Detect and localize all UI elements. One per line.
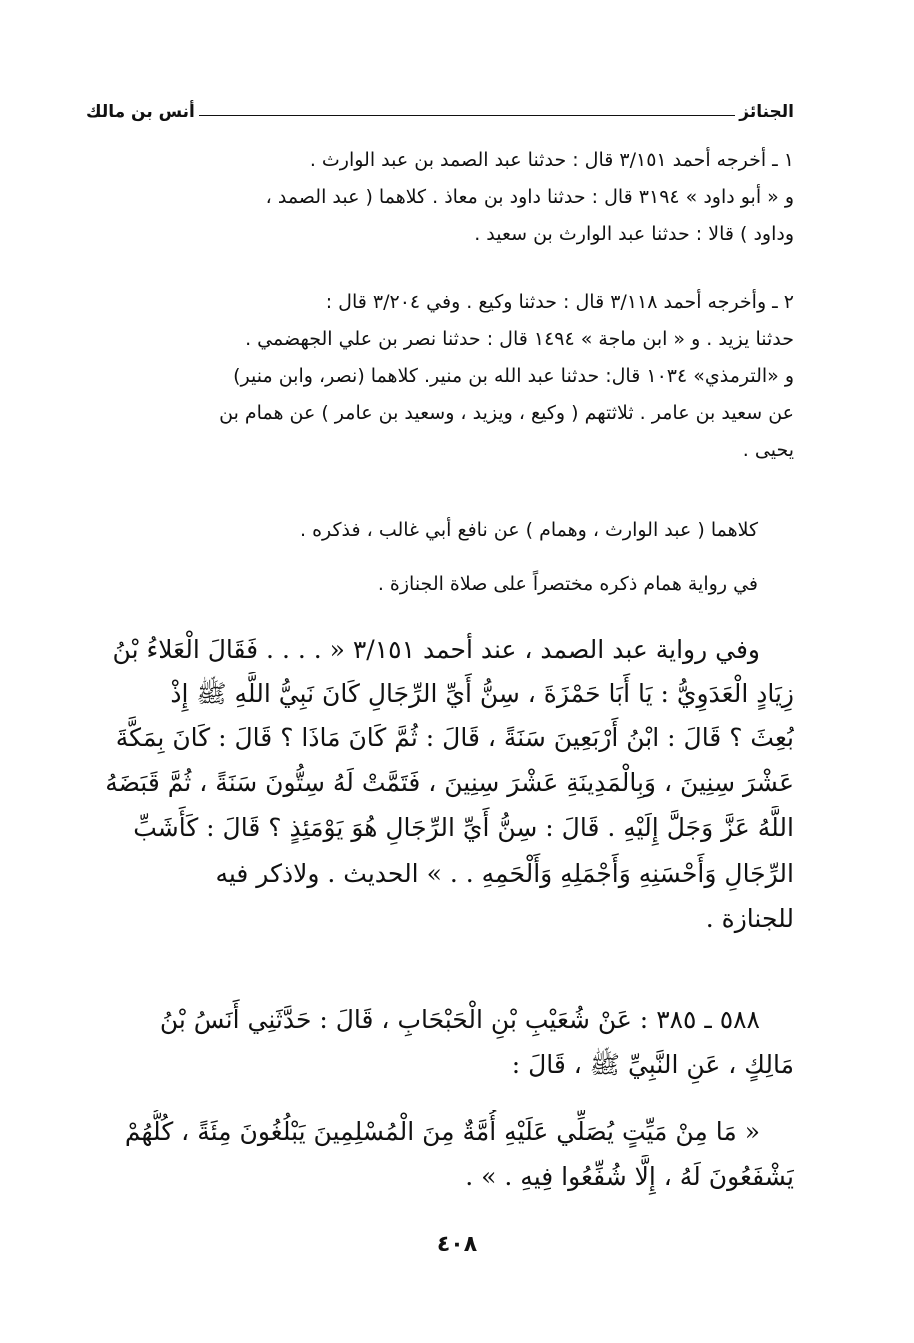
narration-line: بُعِثَ ؟ قَالَ : ابْنُ أَرْبَعِينَ سَنَةً ، قَالَ : ثُمَّ كَانَ مَاذَا ؟ قَالَ : كَانَ بِمَكَّةَ: [115, 723, 794, 752]
note-line: كلاهما ( عبد الوارث ، وهمام ) عن نافع أبي غالب ، فذكره .: [299, 519, 758, 541]
note-both: [98, 512, 794, 549]
hadith-isnad-line: مَالِكٍ ، عَنِ النَّبِيِّ ﷺ ، قَالَ :: [511, 1050, 794, 1079]
note-line: في رواية همام ذكره مختصراً على صلاة الجنازة .: [377, 573, 758, 595]
footnote-2: [98, 284, 794, 469]
running-header: [86, 92, 794, 122]
narration-line: اللَّهُ عَزَّ وَجَلَّ إِلَيْهِ . قَالَ : سِنُّ أَيِّ الرِّجَالِ هُوَ يَوْمَئِذٍ ؟ قَالَ : كَأَشَبِّ: [133, 813, 794, 842]
note-hammam: [98, 566, 794, 603]
narration-line: وفي رواية عبد الصمد ، عند أحمد ٣/١٥١ « . . . . فَقَالَ الْعَلاءُ بْنُ: [112, 635, 760, 664]
header-rule: [199, 115, 735, 116]
footnote-line: حدثنا يزيد . و « ابن ماجة » ١٤٩٤ قال : حدثنا نصر بن علي الجهضمي .: [245, 328, 794, 350]
narration-line: زِيَادٍ الْعَدَوِيُّ : يَا أَبَا حَمْزَةَ ، سِنُّ أَيِّ الرِّجَالِ كَانَ نَبِيُّ اللَّهِ ﷺ إِذْ: [170, 679, 794, 708]
hadith-matn-line: « مَا مِنْ مَيِّتٍ يُصَلِّي عَلَيْهِ أُمَّةٌ مِنَ الْمُسْلِمِينَ يَبْلُغُونَ مِئَةً ، كُلُّهُمْ: [124, 1117, 760, 1146]
hadith-matn-line: يَشْفَعُونَ لَهُ ، إِلَّا شُفِّعُوا فِيهِ . » .: [465, 1162, 794, 1191]
footnote-line: و « أبو داود » ٣١٩٤ قال : حدثنا داود بن معاذ . كلاهما ( عبد الصمد ،: [265, 186, 794, 208]
footnote-line: ١ ـ أخرجه أحمد ٣/١٥١ قال : حدثنا عبد الصمد بن عبد الوارث .: [309, 149, 794, 171]
footnote-1: [98, 142, 794, 253]
footnote-line: ٢ ـ وأخرجه أحمد ٣/١١٨ قال : حدثنا وكيع . وفي ٣/٢٠٤ قال :: [325, 291, 794, 313]
page-number: ٤٠٨: [436, 1232, 478, 1257]
footnote-line: يحيى .: [742, 439, 794, 461]
footnote-line: و «الترمذي» ١٠٣٤ قال: حدثنا عبد الله بن منير. كلاهما (نصر، وابن منير): [233, 365, 794, 387]
chapter-title: الجنائز: [739, 102, 794, 122]
footnote-line: عن سعيد بن عامر . ثلاثتهم ( وكيع ، ويزيد ، وسعيد بن عامر ) عن همام بن: [219, 402, 794, 424]
footnote-line: وداود ) قالا : حدثنا عبد الوارث بن سعيد .: [474, 223, 794, 245]
narration-line: عَشْرَ سِنِينَ ، وَبِالْمَدِينَةِ عَشْرَ سِنِينَ ، فَتَمَّتْ لَهُ سِتُّونَ سَنَةً ، ثُمَّ قَبَضَهُ: [105, 768, 794, 797]
hadith-isnad-line: ٥٨٨ ـ ٣٨٥ : عَنْ شُعَيْبِ بْنِ الْحَبْحَابِ ، قَالَ : حَدَّثَنِي أَنَسُ بْنُ: [159, 1005, 760, 1034]
section-title: أنس بن مالك: [86, 102, 195, 122]
narration-line: للجنازة .: [705, 904, 794, 933]
narration-line: الرِّجَالِ وَأَحْسَنِهِ وَأَجْمَلِهِ وَأَلْحَمِهِ . . » الحديث . ولاذكر فيه: [215, 859, 794, 888]
